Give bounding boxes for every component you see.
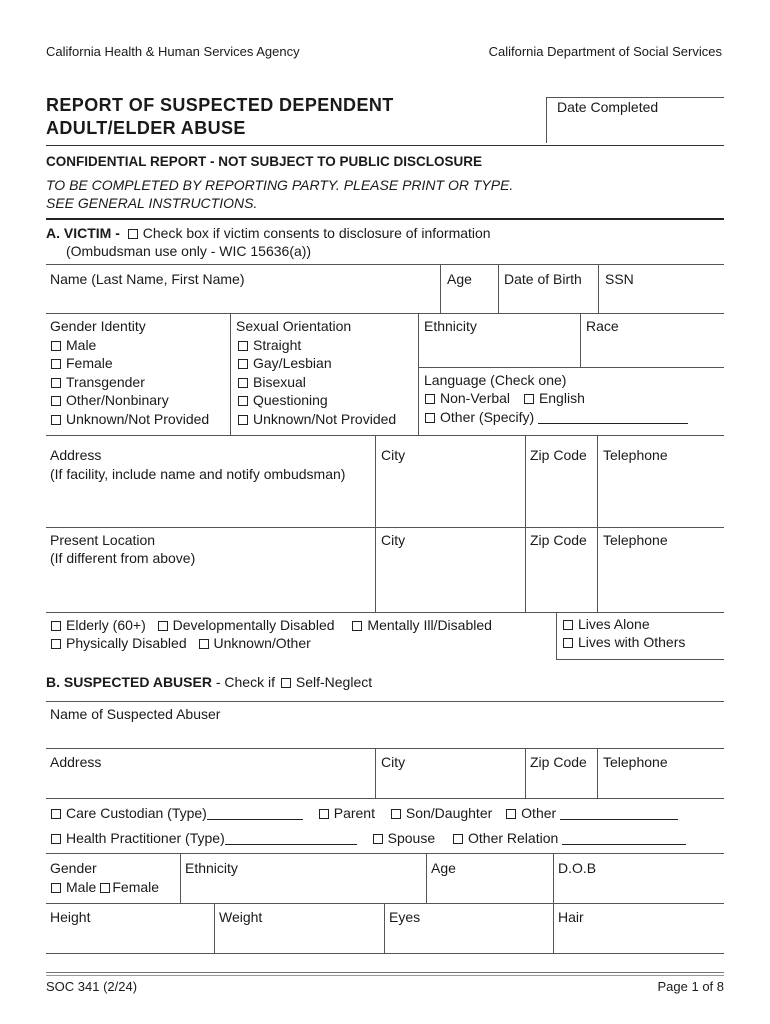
page-number: Page 1 of 8 — [657, 979, 724, 994]
present-location-field[interactable] — [48, 572, 373, 610]
victim-city-label: City — [381, 447, 406, 463]
lives-alone-option[interactable]: Lives Alone — [563, 616, 650, 632]
present-telephone-label: Telephone — [603, 532, 668, 548]
checkbox-icon[interactable] — [51, 639, 61, 649]
instructions-line1: TO BE COMPLETED BY REPORTING PARTY. PLEASE PRINT OR TYPE. — [46, 177, 514, 193]
abuser-dob-field[interactable] — [555, 879, 722, 901]
abuser-eyes-field[interactable] — [386, 929, 551, 951]
victim-ssn-label: SSN — [605, 271, 634, 287]
checkbox-icon[interactable] — [238, 341, 248, 351]
lives-with-others-option[interactable]: Lives with Others — [563, 634, 685, 650]
present-location-label: Present Location — [50, 532, 156, 548]
abuser-weight-field[interactable] — [216, 929, 382, 951]
language-english[interactable]: English — [524, 390, 585, 406]
abuser-address-field[interactable] — [48, 774, 373, 796]
present-city-label: City — [381, 532, 406, 548]
section-b-check-text: - Check if — [215, 674, 275, 690]
son-daughter-option[interactable]: Son/Daughter — [391, 805, 492, 821]
self-neglect-label: Self-Neglect — [295, 674, 373, 690]
checkbox-icon[interactable] — [199, 639, 209, 649]
abuser-gender-female[interactable]: Female — [100, 879, 159, 895]
abuser-ethnicity-label: Ethnicity — [185, 860, 238, 876]
abuser-age-field[interactable] — [428, 879, 551, 901]
department-name: California Department of Social Services — [488, 44, 722, 59]
checkbox-icon[interactable] — [51, 396, 61, 406]
abuser-eyes-label: Eyes — [389, 909, 421, 925]
other-relation-option[interactable]: Other Relation — [453, 830, 686, 846]
checkbox-icon[interactable] — [51, 378, 61, 388]
spouse-option[interactable]: Spouse — [373, 830, 435, 846]
victim-race-field[interactable] — [582, 338, 722, 365]
abuser-height-field[interactable] — [48, 929, 212, 951]
checkbox-icon[interactable] — [319, 809, 329, 819]
victim-telephone-label: Telephone — [603, 447, 668, 463]
consent-checkbox[interactable] — [128, 229, 138, 239]
gender-option-male[interactable]: Male — [51, 337, 96, 353]
checkbox-icon[interactable] — [51, 341, 61, 351]
date-completed-label: Date Completed — [557, 99, 659, 115]
date-completed-field[interactable] — [548, 118, 722, 142]
gender-option-female[interactable]: Female — [51, 355, 113, 371]
consent-note: (Ombudsman use only - WIC 15636(a)) — [66, 243, 312, 259]
other-relation-field[interactable] — [562, 844, 686, 845]
checkbox-icon[interactable] — [51, 883, 61, 893]
abuser-weight-label: Weight — [219, 909, 263, 925]
confidential-notice: CONFIDENTIAL REPORT - NOT SUBJECT TO PUBLIC DISCLOSURE — [46, 154, 483, 169]
sexual-orientation-label: Sexual Orientation — [236, 318, 352, 334]
checkbox-icon[interactable] — [425, 394, 435, 404]
orientation-option-straight[interactable]: Straight — [238, 337, 301, 353]
form-number: SOC 341 (2/24) — [46, 979, 138, 994]
parent-option[interactable]: Parent — [319, 805, 375, 821]
abuser-address-label: Address — [50, 754, 102, 770]
abuser-city-label: City — [381, 754, 406, 770]
agency-name: California Health & Human Services Agency — [46, 44, 300, 59]
checkbox-icon[interactable] — [506, 809, 516, 819]
language-label: Language (Check one) — [424, 372, 567, 388]
abuser-city-field[interactable] — [377, 774, 523, 796]
checkbox-icon[interactable] — [238, 415, 248, 425]
checkbox-icon[interactable] — [238, 378, 248, 388]
category-elderly[interactable]: Elderly (60+) — [51, 617, 146, 633]
victim-address-note: (If facility, include name and notify ombudsman) — [50, 466, 346, 482]
section-b-title: B. SUSPECTED ABUSER — [46, 674, 212, 690]
other-specify-field[interactable] — [560, 819, 678, 820]
checkbox-icon[interactable] — [391, 809, 401, 819]
category-developmentally-disabled[interactable]: Developmentally Disabled — [158, 617, 335, 633]
abuser-name-label: Name of Suspected Abuser — [50, 706, 221, 722]
victim-race-label: Race — [586, 318, 619, 334]
category-unknown-other[interactable]: Unknown/Other — [199, 635, 311, 651]
victim-ssn-field[interactable] — [600, 290, 722, 312]
health-practitioner-type-field[interactable] — [225, 844, 357, 845]
checkbox-icon[interactable] — [100, 883, 110, 893]
relationship-row-1 — [51, 805, 678, 821]
abuser-zip-field[interactable] — [527, 774, 595, 796]
checkbox-icon[interactable] — [51, 359, 61, 369]
victim-ethnicity-label: Ethnicity — [424, 318, 477, 334]
present-telephone-field[interactable] — [599, 555, 722, 610]
health-practitioner-option[interactable]: Health Practitioner (Type) — [51, 830, 357, 846]
care-custodian-option[interactable]: Care Custodian (Type) — [51, 805, 303, 821]
victim-zip-label: Zip Code — [530, 447, 587, 463]
consent-text: Check box if victim consents to disclosure of information — [142, 225, 491, 241]
gender-identity-label: Gender Identity — [50, 318, 146, 334]
orientation-option-gay-lesbian[interactable]: Gay/Lesbian — [238, 355, 332, 371]
checkbox-icon[interactable] — [425, 413, 435, 423]
abuser-name-field[interactable] — [48, 725, 722, 747]
form-title-line2: ADULT/ELDER ABUSE — [46, 118, 246, 138]
gender-option-unknown[interactable]: Unknown/Not Provided — [51, 411, 209, 427]
abuser-gender-label: Gender — [50, 860, 97, 876]
abuser-ethnicity-field[interactable] — [182, 879, 424, 901]
victim-dob-label: Date of Birth — [504, 271, 582, 287]
abuser-telephone-field[interactable] — [599, 774, 722, 796]
checkbox-icon[interactable] — [51, 621, 61, 631]
abuser-height-label: Height — [50, 909, 91, 925]
abuser-hair-label: Hair — [558, 909, 584, 925]
section-b-header — [46, 674, 372, 690]
checkbox-icon[interactable] — [238, 396, 248, 406]
checkbox-icon[interactable] — [373, 834, 383, 844]
other-option[interactable]: Other — [506, 805, 678, 821]
victim-dob-field[interactable] — [500, 290, 596, 312]
language-nonverbal[interactable]: Non-Verbal — [425, 390, 510, 406]
victim-telephone-field[interactable] — [599, 470, 722, 524]
victim-name-label: Name (Last Name, First Name) — [50, 271, 245, 287]
present-location-note: (If different from above) — [50, 550, 196, 566]
self-neglect-checkbox[interactable] — [281, 678, 291, 688]
checkbox-icon[interactable] — [352, 621, 362, 631]
language-other-field[interactable] — [538, 423, 688, 424]
orientation-option-bisexual[interactable]: Bisexual — [238, 374, 306, 390]
checkbox-icon[interactable] — [51, 834, 61, 844]
checkbox-icon[interactable] — [238, 359, 248, 369]
victim-address-label: Address — [50, 447, 102, 463]
abuser-zip-label: Zip Code — [530, 754, 587, 770]
victim-name-field[interactable] — [48, 290, 438, 312]
checkbox-icon[interactable] — [563, 620, 573, 630]
present-city-field[interactable] — [377, 555, 523, 610]
orientation-option-questioning[interactable]: Questioning — [238, 392, 328, 408]
section-a-header — [46, 225, 491, 241]
gender-option-other-nonbinary[interactable]: Other/Nonbinary — [51, 392, 169, 408]
language-options — [425, 390, 585, 406]
abuser-gender-male[interactable]: Male — [51, 879, 96, 895]
checkbox-icon[interactable] — [51, 415, 61, 425]
gender-option-transgender[interactable]: Transgender — [51, 374, 145, 390]
checkbox-icon[interactable] — [453, 834, 463, 844]
orientation-option-unknown[interactable]: Unknown/Not Provided — [238, 411, 396, 427]
checkbox-icon[interactable] — [158, 621, 168, 631]
abuser-telephone-label: Telephone — [603, 754, 668, 770]
language-other[interactable]: Other (Specify) — [425, 409, 688, 425]
relationship-row-2 — [51, 830, 686, 846]
form-title-line1: REPORT OF SUSPECTED DEPENDENT — [46, 95, 394, 115]
victim-zip-field[interactable] — [527, 470, 595, 524]
victim-age-label: Age — [447, 271, 472, 287]
abuser-age-label: Age — [431, 860, 456, 876]
checkbox-icon[interactable] — [563, 638, 573, 648]
present-zip-label: Zip Code — [530, 532, 587, 548]
care-custodian-type-field[interactable] — [207, 819, 303, 820]
abuser-dob-label: D.O.B — [558, 860, 597, 876]
category-mentally-ill[interactable]: Mentally Ill/Disabled — [352, 617, 492, 633]
abuser-gender-options — [51, 879, 159, 895]
victim-ethnicity-field[interactable] — [420, 338, 578, 365]
checkbox-icon[interactable] — [524, 394, 534, 404]
category-row-2 — [51, 635, 311, 651]
instructions-line2: SEE GENERAL INSTRUCTIONS. — [46, 195, 258, 211]
victim-city-field[interactable] — [377, 470, 523, 524]
category-physically-disabled[interactable]: Physically Disabled — [51, 635, 187, 651]
category-row-1 — [51, 617, 492, 633]
victim-age-field[interactable] — [442, 290, 496, 312]
victim-address-field[interactable] — [48, 488, 373, 524]
present-zip-field[interactable] — [527, 555, 595, 610]
checkbox-icon[interactable] — [51, 809, 61, 819]
section-a-title: A. VICTIM - — [46, 225, 120, 241]
abuser-hair-field[interactable] — [555, 929, 722, 951]
